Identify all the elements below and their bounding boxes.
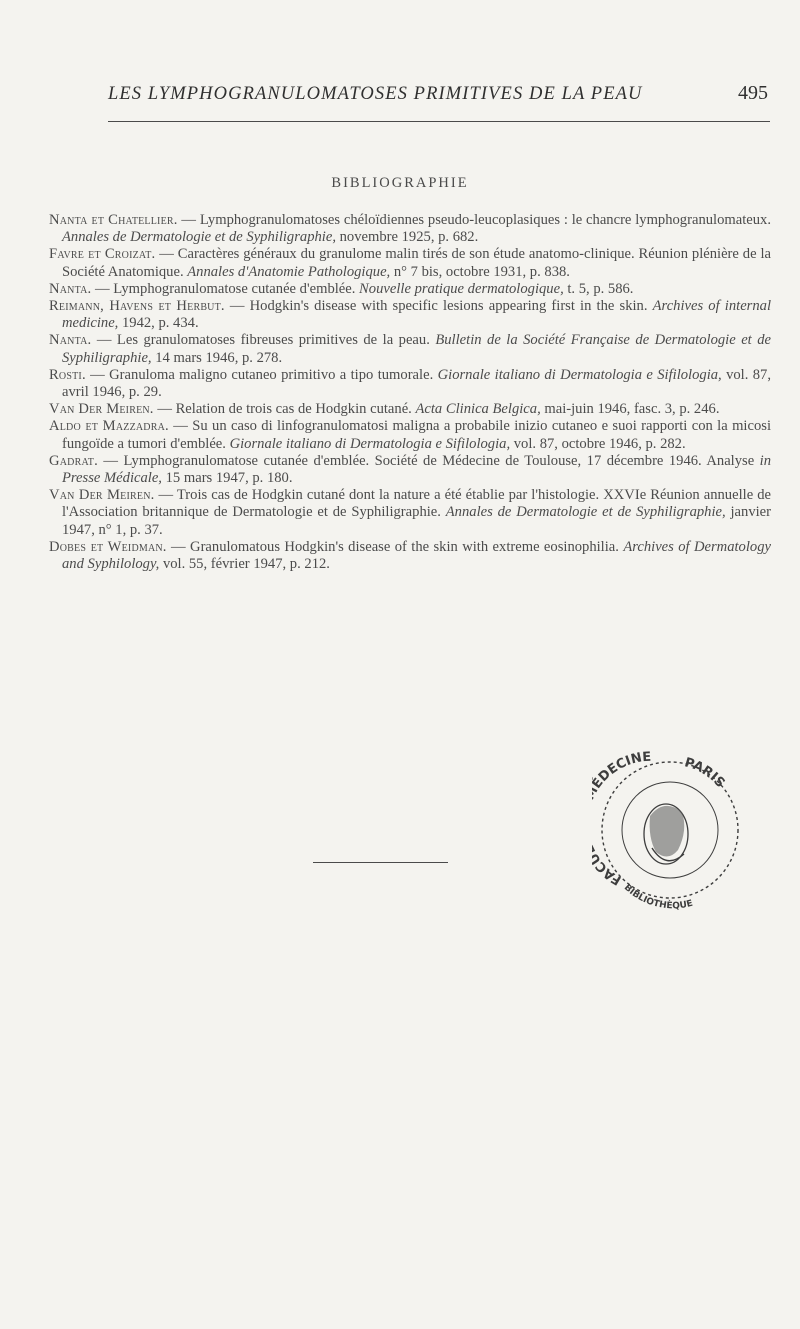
section-title: BIBLIOGRAPHIE	[331, 175, 469, 191]
entry-author: Van Der Meiren.	[49, 401, 154, 418]
entry-text: — Granulomatous Hodgkin's disease of the skin with extreme eosinophilia.	[166, 538, 624, 555]
entry-details: n° 7 bis, octobre 1931, p. 838.	[390, 263, 570, 280]
running-title: LES LYMPHOGRANULOMATOSES PRIMITIVES DE LA PEAU	[108, 84, 643, 104]
bibliography-entry	[49, 332, 771, 366]
running-header	[108, 84, 768, 112]
entry-author: Nanta et Chatellier.	[49, 212, 178, 228]
entry-details: novembre 1925, p. 682.	[335, 229, 479, 246]
bibliography-entry	[49, 539, 771, 573]
section-end-rule	[313, 862, 448, 863]
entry-details: mai-juin 1946, fasc. 3, p. 246.	[540, 401, 720, 418]
svg-text:FACULTÉ DE MÉDECINE	[592, 750, 652, 888]
entry-journal: in Presse Médicale,	[62, 452, 771, 487]
entry-details: t. 5, p. 586.	[563, 280, 634, 297]
bibliography-entry	[49, 401, 771, 418]
entry-journal: Archives of Dermatology and Syphilology,	[62, 538, 771, 573]
bibliography-entry	[49, 453, 771, 487]
entry-text: — Relation de trois cas de Hodgkin cutané.	[153, 401, 416, 418]
entry-author: Gadrat.	[49, 452, 98, 469]
entry-journal: Giornale italiano di Dermatologia e Sifilologia,	[437, 366, 722, 383]
entry-author: Favre et Croizat.	[49, 246, 156, 263]
stamp-seal-icon	[592, 738, 742, 918]
entry-details: 14 mars 1946, p. 278.	[151, 349, 283, 366]
entry-details: 1942, p. 434.	[118, 315, 199, 332]
bibliography-entry	[49, 212, 771, 246]
page-number: 495	[738, 82, 768, 104]
entry-author: Van Der Meiren.	[49, 487, 155, 504]
entry-journal: Annales de Dermatologie et de Syphiligraphie,	[62, 229, 336, 246]
stamp-text-bottom: BIBLIOTHÈQUE	[621, 882, 694, 912]
bibliography-list	[49, 212, 771, 573]
entry-details: janvier 1947, n° 1, p. 37.	[62, 504, 772, 538]
library-stamp	[592, 738, 742, 918]
stamp-text-left: FAC DECINE	[593, 749, 652, 888]
header-rule	[108, 121, 770, 122]
entry-text: — Su un caso di linfogranulomatosi maligna a probabile inizio cutaneo e suoi rapporti con la micosi fungoïde a tumori d'emblée.	[62, 418, 771, 452]
entry-text: — Hodgkin's disease with specific lesions appearing first in the skin.	[224, 298, 653, 315]
entry-journal: Giornale italiano di Dermatologia e Sifilologia,	[229, 435, 511, 452]
entry-author: Aldo et Mazzadra.	[49, 418, 169, 435]
entry-details: 15 mars 1947, p. 180.	[161, 470, 293, 487]
entry-journal: Nouvelle pratique dermatologique,	[359, 280, 564, 297]
svg-text:BIBLIOTHÈQUE	[622, 883, 694, 912]
entry-journal: Archives of internal medicine,	[62, 298, 771, 332]
stamp-text-right: PARIS	[682, 755, 728, 791]
svg-text:PARIS	[683, 755, 728, 791]
bibliography-entry	[49, 367, 771, 401]
entry-author: Nanta.	[49, 332, 92, 349]
entry-author: Dobes et Weidman.	[49, 538, 167, 555]
entry-journal: Annales d'Anatomie Pathologique,	[187, 263, 391, 280]
entry-journal: Annales de Dermatologie et de Syphiligraphie,	[445, 504, 726, 521]
entry-text: — Lymphogranulomatose cutanée d'emblée.	[91, 280, 360, 297]
entry-journal: Acta Clinica Belgica,	[415, 401, 541, 418]
entry-journal: Bulletin de la Société Française de Dermatologie et de Syphiligraphie,	[62, 332, 771, 366]
entry-text: — Caractères généraux du granulome malin tirés de son étude anatomo-clinique. Réunion plénière de la Société Anatomique.	[62, 246, 771, 280]
entry-author: Reimann, Havens et Herbut.	[49, 298, 225, 315]
entry-text: — Lymphogranulomatose cutanée d'emblée. Société de Médecine de Toulouse, 17 décembre 1946. Analyse	[97, 452, 760, 469]
bibliography-entry	[49, 487, 771, 539]
entry-text: — Granuloma maligno cutaneo primitivo a tipo tumorale.	[85, 366, 438, 383]
bibliography-entry	[49, 298, 771, 332]
entry-author: Nanta.	[49, 280, 92, 297]
entry-text: — Trois cas de Hodgkin cutané dont la nature a été établie par l'histologie. XXVIe Réunion annuelle de l'Association britannique de Dermatologie et de Syphiligraphie.	[62, 487, 771, 521]
entry-text: — Lymphogranulomatoses chéloïdiennes pseudo-leucoplasiques : le chancre lymphogranulomateux.	[177, 212, 771, 228]
entry-details: vol. 87, octobre 1946, p. 282.	[510, 435, 686, 452]
entry-details: vol. 55, février 1947, p. 212.	[159, 556, 330, 573]
entry-details: vol. 87, avril 1946, p. 29.	[62, 366, 771, 401]
bibliography-entry	[49, 418, 771, 452]
entry-text: — Les granulomatoses fibreuses primitives de la peau.	[91, 332, 436, 349]
bibliography-entry	[49, 246, 771, 280]
bibliography-entry	[49, 281, 771, 298]
entry-author: Rosti.	[49, 366, 86, 383]
